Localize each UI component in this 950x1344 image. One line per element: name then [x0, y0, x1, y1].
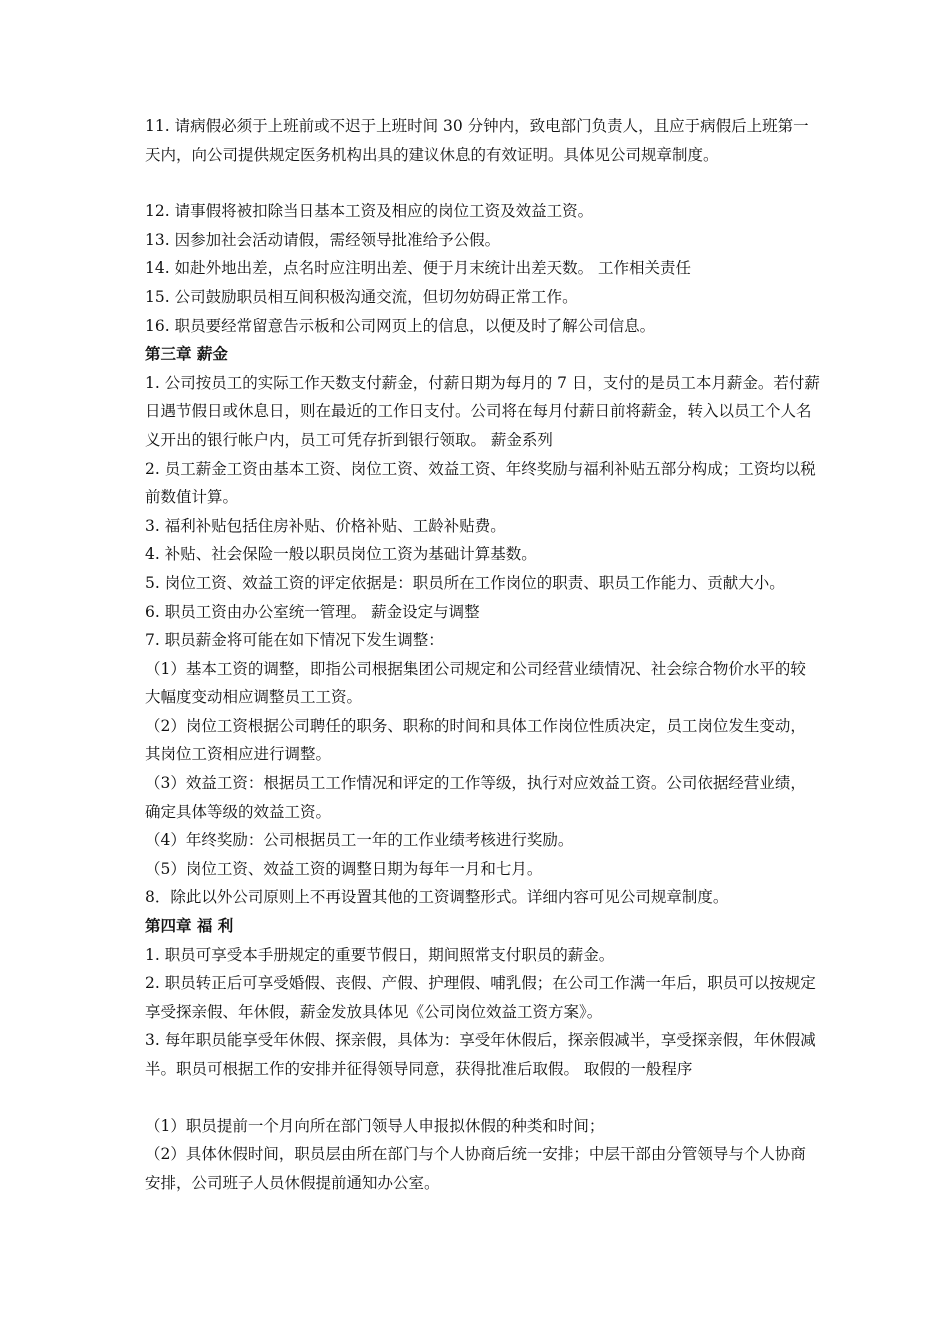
chapter-3-heading: 第三章 薪金 [145, 345, 228, 364]
rule-14: 14. 如赴外地出差，点名时应注明出差、便于月末统计出差天数。 工作相关责任 [145, 259, 692, 278]
salary-subitem-3: （3）效益工资：根据员工工作情况和评定的工作等级，执行对应效益工资。公司依据经营业绩，确定具体等级的效益工资。 [145, 774, 806, 821]
salary-item-3: 3. 福利补贴包括住房补贴、价格补贴、工龄补贴费。 [145, 516, 506, 535]
paragraph-gap [145, 1084, 820, 1112]
rule-15: 15. 公司鼓励职员相互间积极沟通交流，但切勿妨碍正常工作。 [145, 287, 578, 306]
leave-step-2: （2）具体休假时间，职员层由所在部门与个人协商后统一安排；中层干部由分管领导与个人协商安排，公司班子人员休假提前通知办公室。 [145, 1145, 806, 1192]
salary-item-7: 7. 职员薪金将可能在如下情况下发生调整： [145, 631, 444, 650]
salary-subitem-2: （2）岗位工资根据公司聘任的职务、职称的时间和具体工作岗位性质决定，员工岗位发生变动，其岗位工资相应进行调整。 [145, 716, 806, 764]
salary-item-6: 6. 职员工资由办公室统一管理。 薪金设定与调整 [145, 602, 480, 621]
benefit-item-2: 2. 职员转正后可享受婚假、丧假、产假、护理假、哺乳假；在公司工作满一年后，职员可以按规定享受探亲假、年休假，薪金发放具体见《公司岗位效益工资方案》。 [145, 974, 816, 1021]
salary-item-2: 2. 员工薪金工资由基本工资、岗位工资、效益工资、年终奖励与福利补贴五部分构成；工资均以税前数值计算。 [145, 459, 816, 507]
rule-11: 11. 请病假必须于上班前或不迟于上班时间 30 分钟内，致电部门负责人，且应于病假后上班第一天内，向公司提供规定医务机构出具的建议休息的有效证明。具体见公司规章制度。 [145, 117, 809, 164]
benefit-item-1: 1. 职员可享受本手册规定的重要节假日，期间照常支付职员的薪金。 [145, 945, 615, 964]
salary-item-5: 5. 岗位工资、效益工资的评定依据是：职员所在工作岗位的职责、职员工作能力、贡献大小。 [145, 573, 785, 592]
salary-subitem-1: （1）基本工资的调整，即指公司根据集团公司规定和公司经营业绩情况、社会综合物价水平的较大幅度变动相应调整员工工资。 [145, 659, 806, 707]
rule-12: 12. 请事假将被扣除当日基本工资及相应的岗位工资及效益工资。 [145, 202, 594, 221]
salary-item-4: 4. 补贴、社会保险一般以职员岗位工资为基础计算基数。 [145, 545, 537, 564]
salary-item-1: 1. 公司按员工的实际工作天数支付薪金，付薪日期为每月的 7 日，支付的是员工本月薪金。若付薪日遇节假日或休息日，则在最近的工作日支付。公司将在每月付薪日前将薪金，转入以员工个人名义开出的银行帐户内，员工可凭存折到银行领取。 薪金系列 [145, 373, 820, 449]
benefit-item-3: 3. 每年职员能享受年休假、探亲假，具体为：享受年休假后，探亲假减半，享受探亲假，年休假减半。职员可根据工作的安排并征得领导同意，获得批准后取假。 取假的一般程序 [145, 1031, 816, 1078]
document-body [145, 112, 820, 1197]
rule-16: 16. 职员要经常留意告示板和公司网页上的信息，以便及时了解公司信息。 [145, 316, 656, 335]
chapter-4-heading: 第四章 福 利 [145, 917, 234, 936]
leave-step-1: （1）职员提前一个月向所在部门领导人申报拟休假的种类和时间； [145, 1116, 605, 1135]
rule-13: 13. 因参加社会活动请假，需经领导批准给予公假。 [145, 230, 501, 249]
paragraph-gap [145, 169, 820, 197]
salary-subitem-4: （4）年终奖励：公司根据员工一年的工作业绩考核进行奖励。 [145, 831, 574, 850]
salary-item-8: 8．除此以外公司原则上不再设置其他的工资调整形式。详细内容可见公司规章制度。 [145, 888, 729, 907]
salary-subitem-5: （5）岗位工资、效益工资的调整日期为每年一月和七月。 [145, 859, 543, 878]
